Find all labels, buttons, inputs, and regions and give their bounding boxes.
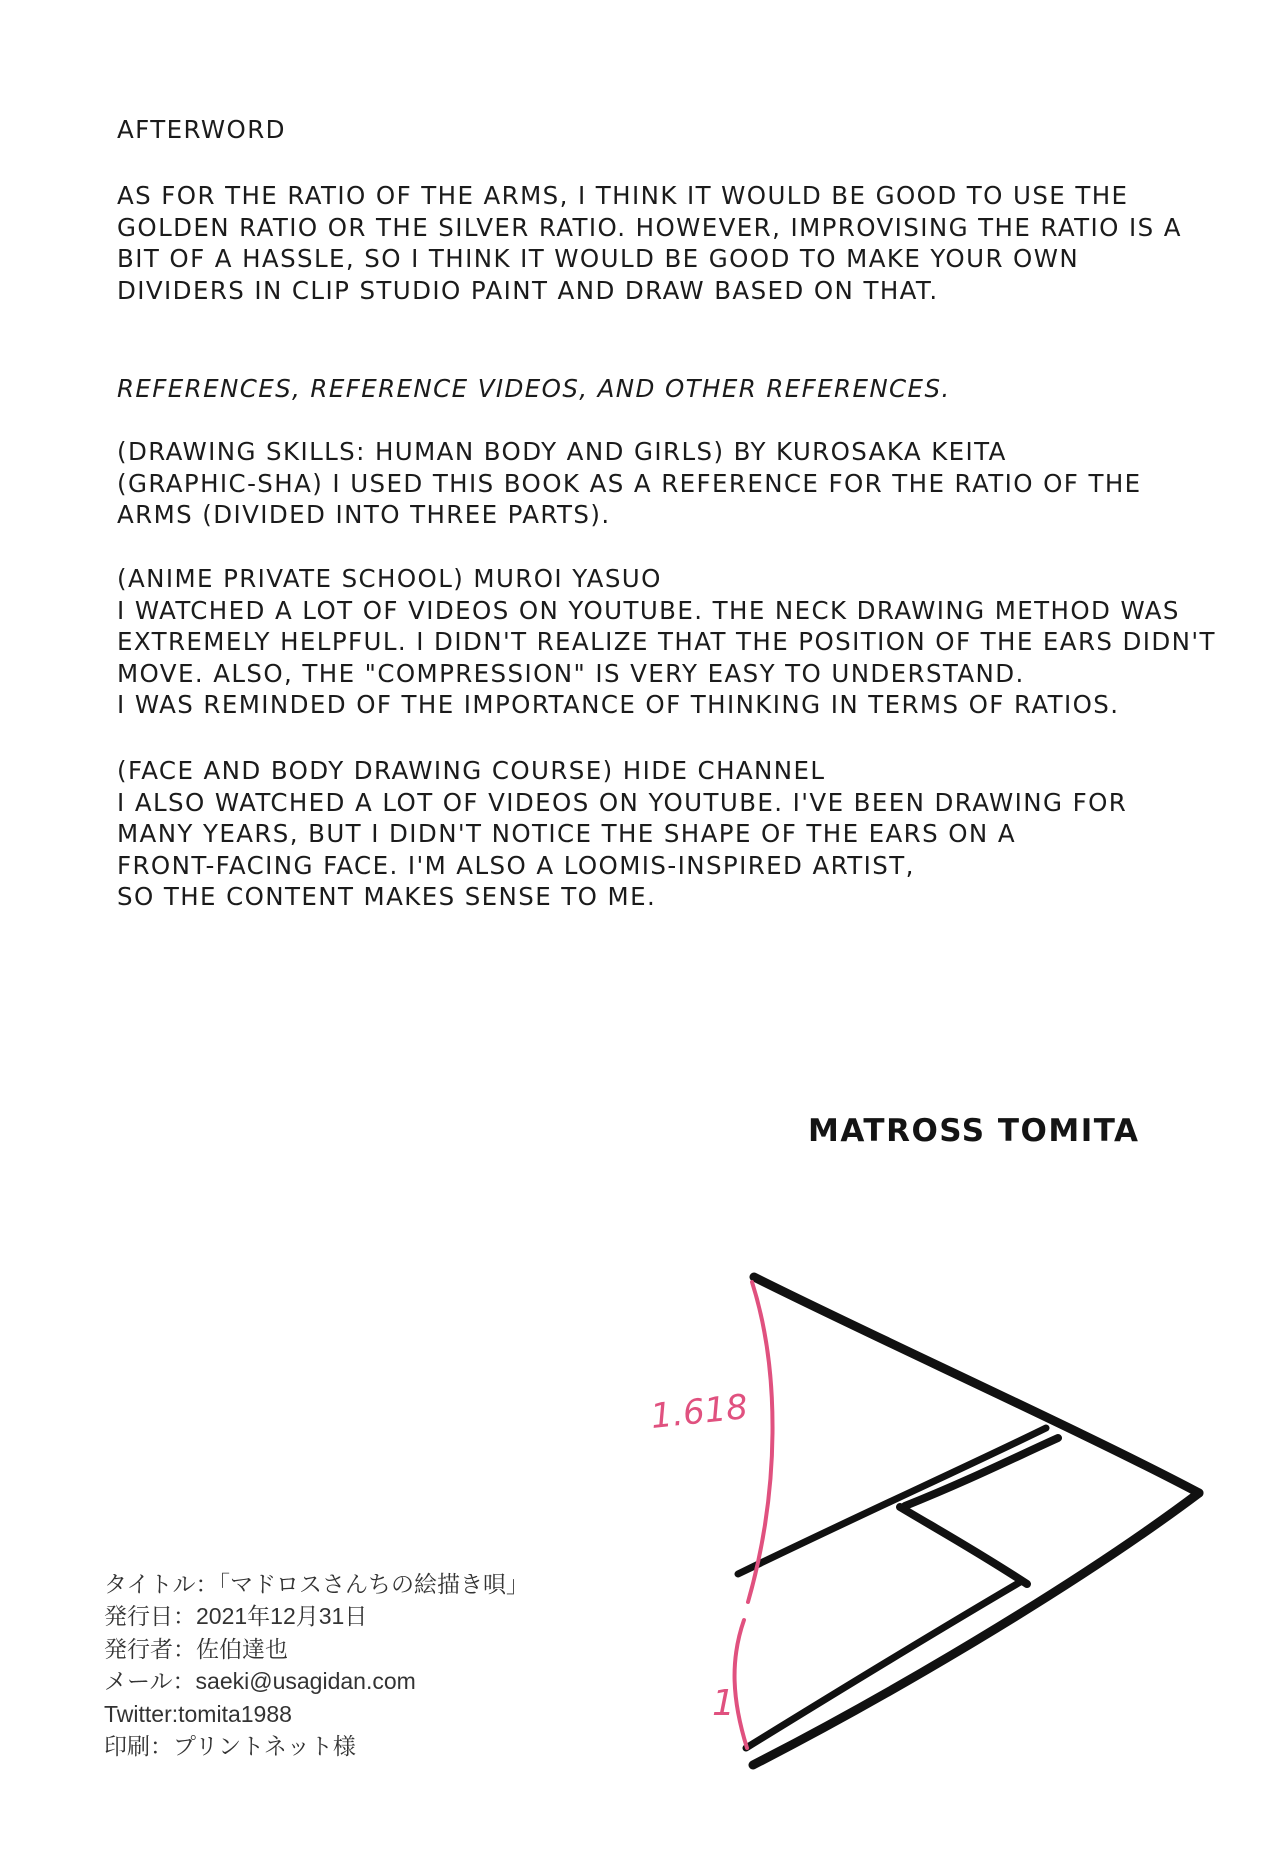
- afterword-line: DIVIDERS IN CLIP STUDIO PAINT AND DRAW BASED ON THAT.: [117, 275, 939, 305]
- afterword-line: AS FOR THE RATIO OF THE ARMS, I THINK IT WOULD BE GOOD TO USE THE: [117, 181, 1129, 210]
- reference-line: I ALSO WATCHED A LOT OF VIDEOS ON YOUTUBE. I'VE BEEN DRAWING FOR: [117, 787, 1128, 817]
- references-heading: REFERENCES, REFERENCE VIDEOS, AND OTHER REFERENCES.: [117, 374, 951, 403]
- afterword-line: BIT OF A HASSLE, SO I THINK IT WOULD BE GOOD TO MAKE YOUR OWN: [117, 244, 1080, 274]
- colophon-email: メール：saeki@usagidan.com: [104, 1668, 416, 1695]
- divider-left-stroke: [900, 1507, 1027, 1584]
- reference-line: EXTREMELY HELPFUL. I DIDN'T REALIZE THAT THE POSITION OF THE EARS DIDN'T: [117, 627, 1216, 657]
- ratio-upper-label: 1.618: [648, 1386, 750, 1437]
- reference-line: ARMS (DIVIDED INTO THREE PARTS).: [117, 500, 611, 530]
- reference-line: FRONT-FACING FACE. I'M ALSO A LOOMIS-INSPIRED ARTIST,: [117, 850, 915, 880]
- arm-ratio-diagram: [630, 1260, 1250, 1780]
- reference-line: (GRAPHIC-SHA) I USED THIS BOOK AS A REFERENCE FOR THE RATIO OF THE: [117, 468, 1142, 498]
- reference-line: MANY YEARS, BUT I DIDN'T NOTICE THE SHAPE OF THE EARS ON A: [117, 819, 1017, 849]
- inner-lower-stroke: [746, 1581, 1022, 1748]
- ratio-annotations: [735, 1282, 773, 1748]
- reference-line: I WATCHED A LOT OF VIDEOS ON YOUTUBE. THE NECK DRAWING METHOD WAS: [117, 595, 1180, 625]
- ratio-arc-upper: [748, 1282, 773, 1602]
- colophon: [104, 1568, 664, 1762]
- reference-line: I WAS REMINDED OF THE IMPORTANCE OF THINKING IN TERMS OF RATIOS.: [117, 690, 1120, 720]
- reference-line: MOVE. ALSO, THE "COMPRESSION" IS VERY EASY TO UNDERSTAND.: [117, 658, 1025, 688]
- reference-line: (ANIME PRIVATE SCHOOL) MUROI YASUO: [117, 564, 662, 593]
- divider-top-stroke: [905, 1438, 1058, 1506]
- inner-upper-stroke: [738, 1428, 1046, 1574]
- afterword-line: GOLDEN RATIO OR THE SILVER RATIO. HOWEVER, IMPROVISING THE RATIO IS A: [117, 212, 1182, 242]
- reference-line: (DRAWING SKILLS: HUMAN BODY AND GIRLS) BY KUROSAKA KEITA: [117, 437, 1007, 466]
- reference-entry-drawing-skills: [117, 436, 1197, 531]
- arm-diagram-ink: [738, 1277, 1199, 1765]
- colophon-printer: 印刷：プリントネット様: [104, 1732, 356, 1759]
- afterword-paragraph: [117, 180, 1197, 306]
- references-section: [117, 373, 1197, 405]
- reference-entry-hide-channel: [117, 755, 1197, 913]
- ratio-lower-label: 1: [712, 1683, 735, 1724]
- afterword-heading: AFTERWORD: [117, 115, 286, 144]
- ratio-arc-lower: [735, 1620, 747, 1748]
- reference-line: SO THE CONTENT MAKES SENSE TO ME.: [117, 882, 657, 912]
- colophon-twitter: Twitter:tomita1988: [104, 1700, 292, 1727]
- reference-line: (FACE AND BODY DRAWING COURSE) HIDE CHANNEL: [117, 756, 826, 785]
- colophon-publisher: 発行者：佐伯達也: [104, 1635, 288, 1662]
- afterword-section: [117, 114, 1197, 146]
- colophon-date: 発行日：2021年12月31日: [104, 1603, 368, 1630]
- author-name: MATROSS TOMITA: [808, 1113, 1140, 1149]
- colophon-title: タイトル：「マドロスさんちの絵描き唄」: [104, 1571, 530, 1597]
- reference-entry-anime-private-school: [117, 563, 1216, 721]
